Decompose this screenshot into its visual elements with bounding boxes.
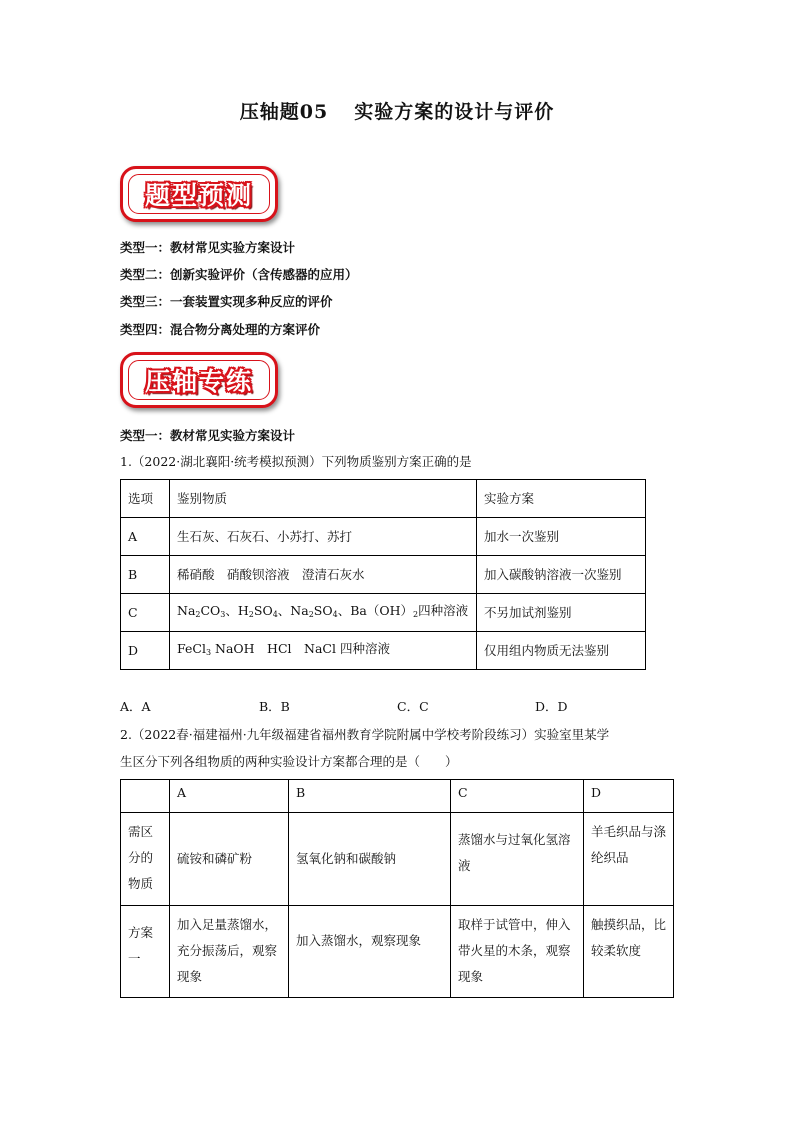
option-cell: B	[121, 556, 170, 594]
title-code: 压轴题05	[239, 101, 329, 123]
cell-c: 蒸馏水与过氧化氢溶液	[451, 813, 584, 906]
option-cell: D	[121, 632, 170, 670]
header-cell: 鉴别物质	[170, 480, 477, 518]
cell-d: 触摸织品，比较柔软度	[584, 906, 674, 998]
table-row	[121, 480, 646, 518]
q1-table	[120, 479, 646, 670]
table-row	[121, 556, 646, 594]
cell-a: 加入足量蒸馏水，充分振荡后，观察现象	[170, 906, 289, 998]
type-1: 类型一：教材常见实验方案设计	[120, 240, 296, 255]
choice-c[interactable]: C．C	[397, 699, 429, 714]
forecast-badge-text: 题型预测	[144, 181, 253, 210]
cell-c: 取样于试管中，伸入带火星的木条，观察现象	[451, 906, 584, 998]
choice-a[interactable]: A．A	[120, 699, 151, 714]
choice-d[interactable]: D．D	[535, 699, 568, 714]
type-3: 类型三：一套装置实现多种反应的评价	[120, 294, 333, 309]
forecast-badge	[120, 166, 278, 222]
page-title	[0, 97, 794, 124]
choice-b[interactable]: B．B	[259, 699, 290, 714]
header-cell: C	[451, 780, 584, 813]
practice-badge-text: 压轴专练	[144, 367, 253, 396]
type-4: 类型四：混合物分离处理的方案评价	[120, 322, 321, 337]
q1-stem: 1.（2022·湖北襄阳·统考模拟预测）下列物质鉴别方案正确的是	[120, 454, 472, 469]
substance-cell: 生石灰、石灰石、小苏打、苏打	[170, 518, 477, 556]
plan-cell: 不另加试剂鉴别	[477, 594, 646, 632]
type-2: 类型二：创新实验评价（含传感器的应用）	[120, 267, 358, 282]
substance-cell: $Na_2CO_3$、$H_2SO_4$、$Na_2SO_4$、$Ba(OH)_2$四种溶液	[170, 594, 477, 632]
q2-table	[120, 779, 674, 998]
table-row	[121, 780, 674, 813]
header-cell: D	[584, 780, 674, 813]
table-row	[121, 594, 646, 632]
cell-b: 氢氧化钠和碳酸钠	[289, 813, 451, 906]
row-label-cell: 需区分的物质	[121, 813, 170, 906]
header-cell: 选项	[121, 480, 170, 518]
table-row	[121, 813, 674, 906]
row-label-cell: 方案一	[121, 906, 170, 998]
plan-cell: 加水一次鉴别	[477, 518, 646, 556]
cell-d: 羊毛织品与涤纶织品	[584, 813, 674, 906]
header-cell: A	[170, 780, 289, 813]
q2-stem-line2: 生区分下列各组物质的两种实验设计方案都合理的是（ ）	[120, 754, 458, 769]
cell-b: 加入蒸馏水，观察现象	[289, 906, 451, 998]
option-cell: A	[121, 518, 170, 556]
cell-a: 硫铵和磷矿粉	[170, 813, 289, 906]
q2-stem-line1: 2.（2022春·福建福州·九年级福建省福州教育学院附属中学校考阶段练习）实验室里某学	[120, 727, 610, 742]
title-name: 实验方案的设计与评价	[354, 101, 555, 123]
practice-badge	[120, 352, 278, 408]
table-row	[121, 632, 646, 670]
substance-cell: 稀硝酸 硝酸钡溶液 澄清石灰水	[170, 556, 477, 594]
table-row	[121, 906, 674, 998]
header-cell: 实验方案	[477, 480, 646, 518]
table-row	[121, 518, 646, 556]
section-heading: 类型一：教材常见实验方案设计	[120, 428, 296, 443]
plan-cell: 加入碳酸钠溶液一次鉴别	[477, 556, 646, 594]
header-cell: B	[289, 780, 451, 813]
plan-cell: 仅用组内物质无法鉴别	[477, 632, 646, 670]
substance-cell: FeCl$_3$ NaOH HCl NaCl 四种溶液	[170, 632, 477, 670]
option-cell: C	[121, 594, 170, 632]
header-cell	[121, 780, 170, 813]
